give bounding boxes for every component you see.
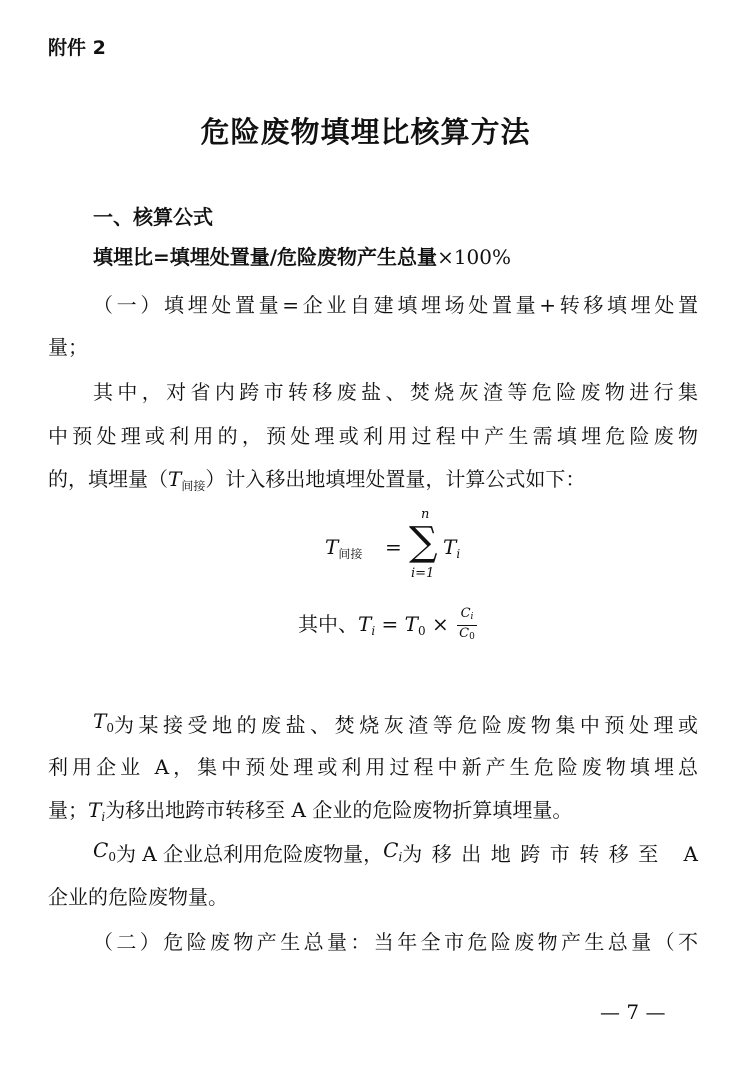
eq1-lhs-sub: 间接 <box>338 547 363 561</box>
t-indirect-symbol: T <box>168 467 182 491</box>
sum-upper-limit: n <box>421 507 430 522</box>
fraction <box>457 606 477 645</box>
fraction-denominator: C <box>459 626 470 641</box>
para5-line1-text: （二）危险废物产生总量：当年全市危险废物产生总量（不 <box>93 930 698 954</box>
eq1-equals: = <box>385 535 402 559</box>
page-number: — 7 — <box>600 1000 666 1024</box>
ci-sub: i <box>398 850 403 864</box>
fraction-denominator-sub: 0 <box>469 632 475 642</box>
para3-line1-text: 为某接受地的废盐、焚烧灰渣等危险废物集中预处理或 <box>113 713 698 737</box>
c0-sub: 0 <box>108 850 116 864</box>
ti-sub: i <box>101 810 106 824</box>
para1-line1 <box>93 289 698 318</box>
eq2-times: × <box>432 612 449 636</box>
t-indirect-sub: 间接 <box>181 479 206 493</box>
para4-line1 <box>93 838 698 867</box>
main-formula-text: 填埋比=填埋处置量/危险废物产生总量 <box>93 245 438 269</box>
sigma-symbol: ∑ <box>409 519 438 565</box>
ti-symbol: T <box>88 798 102 822</box>
attachment-label: 附件 2 <box>48 37 106 59</box>
eq2-rhs: T <box>404 612 419 636</box>
eq1-term-sub: i <box>456 547 461 561</box>
eq1-lhs: T <box>325 535 339 559</box>
para1-line1-text: （一）填埋处置量=企业自建填埋场处置量+转移填埋处置 <box>93 293 698 317</box>
fraction-numerator-sub: i <box>470 612 474 622</box>
c0-symbol: C <box>93 838 109 862</box>
para4-line1-a: 为 A 企业总利用危险废物量， <box>115 842 384 866</box>
fraction-numerator: C <box>460 606 471 621</box>
eq2-rhs-sub: 0 <box>418 624 426 638</box>
para2-line3-a: 的，填埋量（ <box>48 467 168 491</box>
para2-line1-text: 其中，对省内跨市转移废盐、焚烧灰渣等危险废物进行集 <box>93 380 698 404</box>
para3-line3-b: 为移出地跨市转移至 A 企业的危险废物折算填埋量。 <box>105 798 573 822</box>
main-formula-tail: ×100% <box>437 245 511 269</box>
para2-line2 <box>48 420 698 449</box>
sum-lower-limit: i=1 <box>411 566 435 581</box>
para2-line1 <box>93 376 698 405</box>
main-formula <box>93 241 511 270</box>
t0-sub: 0 <box>106 721 114 735</box>
para5-line1 <box>93 926 698 955</box>
para2-line2-text: 中预处理或利用的，预处理或利用过程中产生需填埋危险废物 <box>48 424 698 448</box>
t0-symbol: T <box>93 709 107 733</box>
para2-line3-b: ）计入移出地填埋处置量，计算公式如下： <box>205 467 586 491</box>
para1-line2: 量； <box>48 335 88 359</box>
para3-line2 <box>48 751 698 780</box>
para3-line1 <box>93 709 698 738</box>
page-title: 危险废物填埋比核算方法 <box>200 115 531 149</box>
para3-line3-a: 量； <box>48 798 88 822</box>
eq2-lhs-sub: i <box>371 624 376 638</box>
ci-symbol: C <box>383 838 399 862</box>
summation-equation <box>325 505 475 585</box>
eq2-lhs: T <box>358 612 372 636</box>
para4-line2: 企业的危险废物量。 <box>48 885 228 909</box>
ratio-equation: 其中、$T_i = T_0$ × $\frac{C_i}{C_0}$ <box>298 606 477 645</box>
para4-line1-b: 为移出地跨市转移至 A <box>402 842 698 866</box>
section-heading: 一、核算公式 <box>93 205 213 229</box>
para3-line3 <box>48 794 572 824</box>
para3-line2-text: 利用企业 A，集中预处理或利用过程中新产生危险废物填埋总 <box>48 755 698 779</box>
eq2-prefix: 其中、 <box>298 612 358 636</box>
para2-line3 <box>48 463 585 494</box>
eq1-term: T <box>443 535 457 559</box>
